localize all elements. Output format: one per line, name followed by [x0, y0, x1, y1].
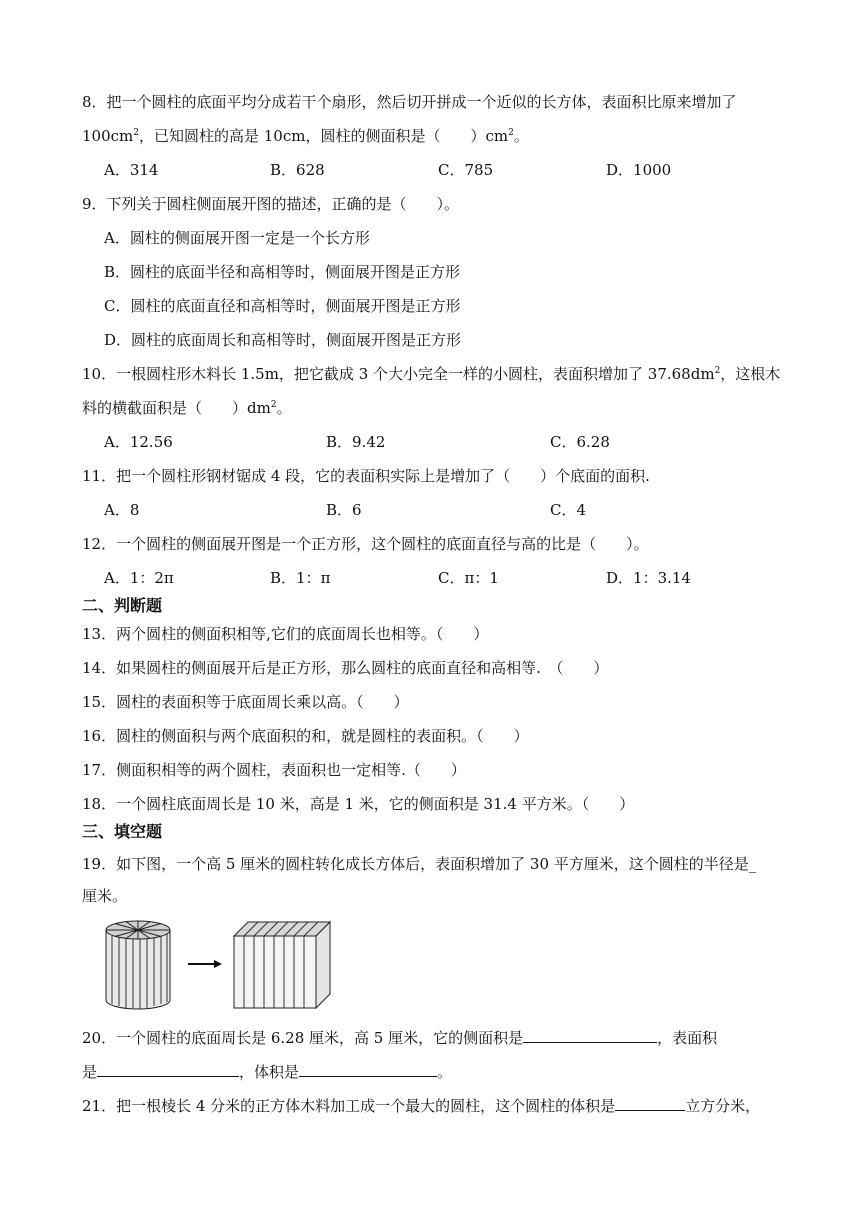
q21-volume-blank[interactable]	[615, 1096, 685, 1111]
q21-text-a: 21．把一根棱长 4 分米的正方体木料加工成一个最大的圆柱，这个圆柱的体积是	[82, 1097, 616, 1115]
q8-sup-a: 2	[133, 128, 139, 138]
q11-option-a[interactable]: A．8	[104, 501, 140, 519]
q20-volume-blank[interactable]	[299, 1062, 437, 1077]
q8-text-a: 100cm	[82, 127, 134, 145]
q20-text-e: 。	[437, 1063, 453, 1081]
q11-stem: 11．把一个圆柱形钢材锯成 4 段，它的表面积实际上是增加了（ ）个底面的面积.	[82, 467, 650, 485]
q11-option-b[interactable]: B．6	[326, 501, 362, 519]
q9-option-a[interactable]: A．圆柱的侧面展开图一定是一个长方形	[104, 229, 370, 247]
q10-option-b[interactable]: B．9.42	[326, 433, 386, 451]
q20-text-c: 是	[82, 1063, 98, 1081]
q20-stem-line2	[82, 1062, 452, 1082]
q20-stem-line1	[82, 1028, 717, 1048]
q10-sup-a: 2	[714, 366, 721, 376]
q8-sup-b: 2	[508, 128, 514, 138]
q11-option-c[interactable]: C．4	[550, 501, 587, 519]
q20-text-d: ，体积是	[239, 1063, 300, 1081]
section-heading-judgement: 二、判断题	[82, 596, 163, 615]
q21-stem	[82, 1096, 760, 1116]
q20-text-a: 20．一个圆柱的底面周长是 6.28 厘米，高 5 厘米，它的侧面积是	[82, 1029, 524, 1047]
q8-stem-line2	[82, 126, 529, 146]
q18-stem: 18．一个圆柱底面周长是 10 米，高是 1 米，它的侧面积是 31.4 平方米。（ ）	[82, 795, 635, 813]
q10-option-a[interactable]: A．12.56	[104, 433, 173, 451]
q8-text-c: 。	[513, 127, 529, 145]
q10-option-c[interactable]: C．6.28	[550, 433, 610, 451]
q15-stem: 15．圆柱的表面积等于底面周长乘以高。（ ）	[82, 693, 409, 711]
q8-option-d[interactable]: D．1000	[606, 161, 672, 179]
q10-stem-line1	[82, 364, 780, 384]
arrow-icon	[188, 960, 222, 968]
q12-option-c[interactable]: C．π：1	[438, 569, 499, 587]
q9-option-b[interactable]: B．圆柱的底面半径和高相等时，侧面展开图是正方形	[104, 263, 461, 281]
q16-stem: 16．圆柱的侧面积与两个底面积的和，就是圆柱的表面积。（ ）	[82, 727, 529, 745]
q8-option-b[interactable]: B．628	[270, 161, 325, 179]
q10-text-d: 。	[276, 399, 292, 417]
q20-lateral-area-blank[interactable]	[523, 1028, 657, 1043]
q10-sup-b: 2	[270, 400, 277, 410]
q8-text-b: ，已知圆柱的高是 10cm，圆柱的侧面积是（ ）cm	[139, 127, 509, 145]
cylinder-to-prism-figure	[100, 916, 340, 1012]
q10-text-c: 料的横截面积是（ ）dm	[82, 399, 271, 417]
section-heading-fill-blank: 三、填空题	[82, 822, 163, 841]
q17-stem: 17．侧面积相等的两个圆柱，表面积也一定相等.（ ）	[82, 761, 466, 779]
cylinder-illustration	[106, 921, 170, 1009]
q8-option-c[interactable]: C．785	[438, 161, 494, 179]
q8-option-a[interactable]: A．314	[104, 161, 159, 179]
q19-stem-line1: 19．如下图，一个高 5 厘米的圆柱转化成长方体后，表面积增加了 30 平方厘米，这个圆柱的半径是_	[82, 855, 757, 873]
q9-stem: 9．下列关于圆柱侧面展开图的描述，正确的是（ ）。	[82, 195, 460, 213]
q13-stem: 13．两个圆柱的侧面积相等,它们的底面周长也相等。（ ）	[82, 625, 489, 643]
q9-option-c[interactable]: C．圆柱的底面直径和高相等时，侧面展开图是正方形	[104, 297, 461, 315]
q20-surface-area-blank[interactable]	[97, 1062, 239, 1077]
q14-stem: 14．如果圆柱的侧面展开后是正方形，那么圆柱的底面直径和高相等. （ ）	[82, 659, 609, 677]
prism-illustration	[234, 922, 330, 1008]
q12-option-a[interactable]: A．1：2π	[104, 569, 174, 587]
q8-stem-line1: 8．把一个圆柱的底面平均分成若干个扇形，然后切开拼成一个近似的长方体，表面积比原来增加了	[82, 93, 737, 111]
q10-text-a: 10．一根圆柱形木料长 1.5m，把它截成 3 个大小完全一样的小圆柱，表面积增加了 37.68dm	[82, 365, 715, 383]
q9-option-d[interactable]: D．圆柱的底面周长和高相等时，侧面展开图是正方形	[104, 331, 462, 349]
q19-stem-line2: 厘米。	[82, 887, 128, 905]
q20-text-b: ，表面积	[657, 1029, 718, 1047]
q10-text-b: ，这根木	[720, 365, 781, 383]
q12-stem: 12．一个圆柱的侧面展开图是一个正方形，这个圆柱的底面直径与高的比是（ ）。	[82, 535, 649, 553]
q12-option-d[interactable]: D．1：3.14	[606, 569, 691, 587]
q12-option-b[interactable]: B．1：π	[270, 569, 331, 587]
q21-text-b: 立方分米，	[685, 1097, 761, 1115]
q10-stem-line2	[82, 398, 292, 418]
